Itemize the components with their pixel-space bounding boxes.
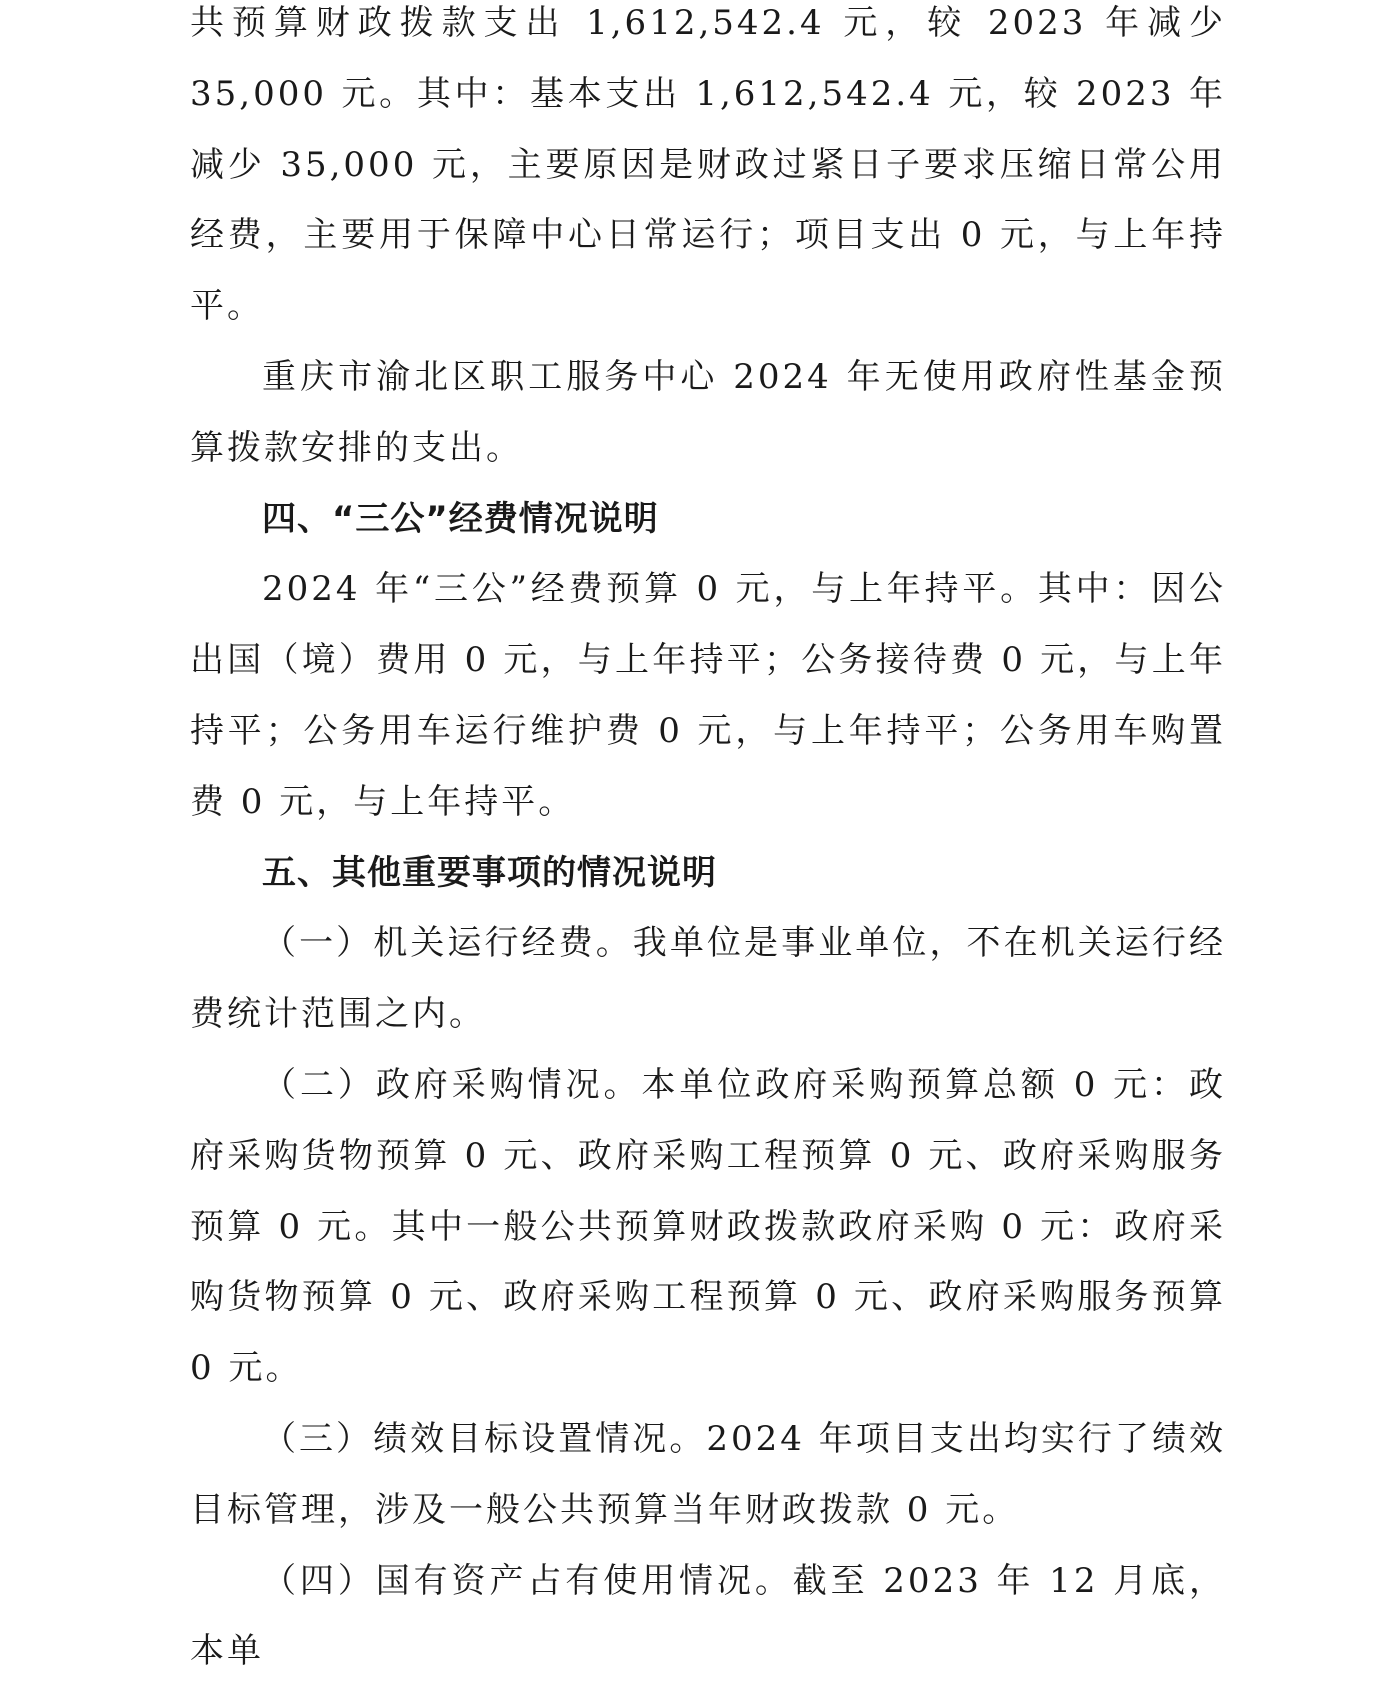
section-heading-other-matters: 五、其他重要事项的情况说明 [262, 852, 717, 893]
paragraph-government-fund: 重庆市渝北区职工服务中心 2024 年无使用政府性基金预算拨款安排的支出。 [190, 356, 1226, 468]
paragraph-three-public-expenses: 2024 年“三公”经费预算 0 元，与上年持平。其中：因公出国（境）费用 0 元，与上年持平；公务接待费 0 元，与上年持平；公务用车运行维护费 0 元，与上年持平；公务用车购置费 0 元，与上年持平。 [190, 569, 1226, 822]
paragraph-government-procurement: （二）政府采购情况。本单位政府采购预算总额 0 元：政府采购货物预算 0 元、政府采购工程预算 0 元、政府采购服务预算 0 元。其中一般公共预算财政拨款政府采购 0 元：政府采购货物预算 0 元、政府采购工程预算 0 元、政府采购服务预算 0 元。 [190, 1064, 1226, 1389]
section-heading-three-public: 四、“三公”经费情况说明 [262, 498, 659, 539]
paragraph-performance-targets: （三）绩效目标设置情况。2024 年项目支出均实行了绩效目标管理，涉及一般公共预算当年财政拨款 0 元。 [190, 1418, 1226, 1530]
paragraph-operating-expenses: （一）机关运行经费。我单位是事业单位，不在机关运行经费统计范围之内。 [190, 923, 1226, 1035]
paragraph-state-assets: （四）国有资产占有使用情况。截至 2023 年 12 月底，本单 [190, 1560, 1226, 1672]
document-page [190, 0, 1226, 1687]
paragraph-budget-expenditure: 共预算财政拨款支出 1,612,542.4 元，较 2023 年减少 35,000 元。其中：基本支出 1,612,542.4 元，较 2023 年减少 35,000 元，主要原因是财政过紧日子要求压缩日常公用经费，主要用于保障中心日常运行；项目支出 0 元，与上年持平。 [190, 3, 1226, 327]
